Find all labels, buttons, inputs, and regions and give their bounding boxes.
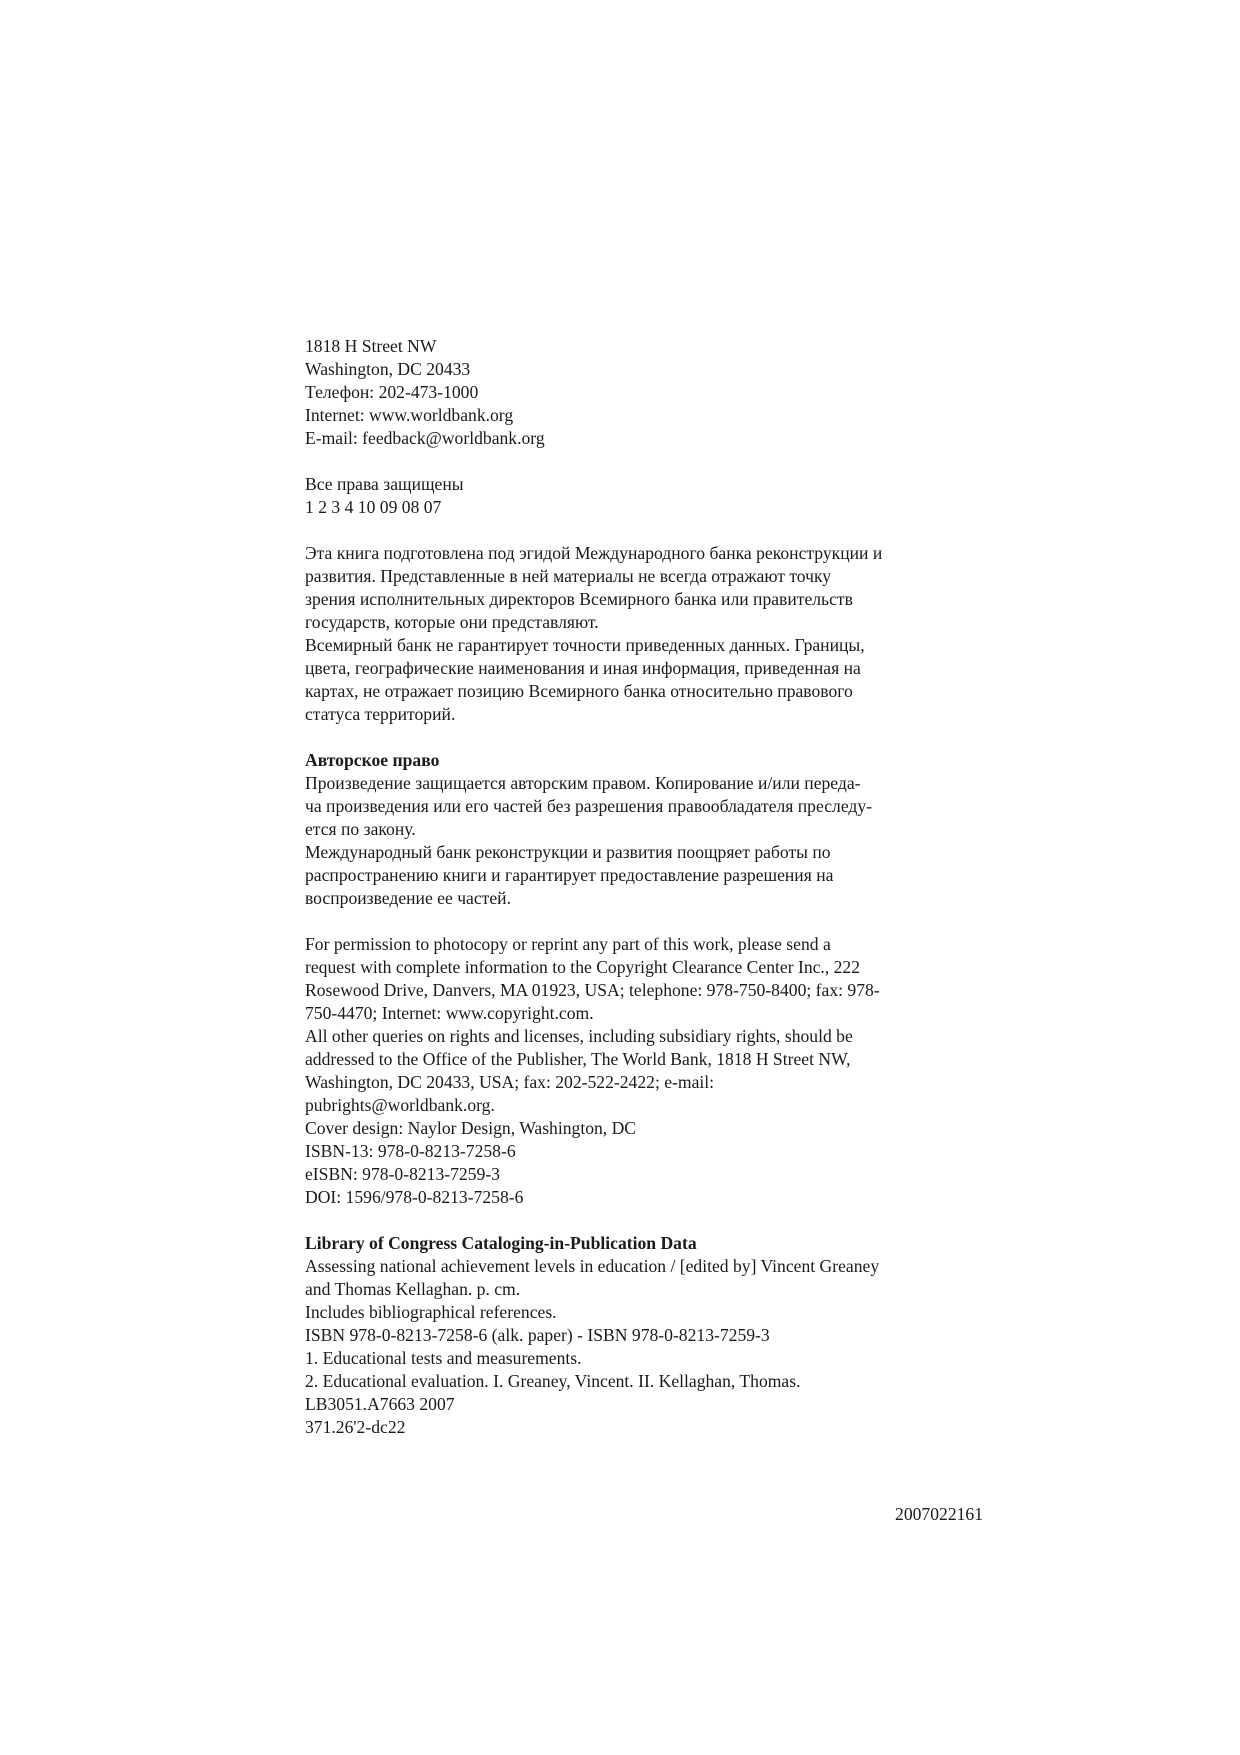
copyright-page bbox=[305, 335, 1005, 1462]
cataloging-line: 1. Educational tests and measurements. bbox=[305, 1348, 582, 1368]
disclaimer-line: зрения исполнительных директоров Всемирного банка или правительств bbox=[305, 589, 853, 609]
copyright-line: распространению книги и гарантирует предоставление разрешения на bbox=[305, 865, 834, 885]
permissions-line: request with complete information to the Copyright Clearance Center Inc., 222 bbox=[305, 957, 861, 977]
eisbn-line: eISBN: 978-0-8213-7259-3 bbox=[305, 1164, 500, 1184]
copyright-line: Международный банк реконструкции и развития поощряет работы по bbox=[305, 842, 831, 862]
cataloging-line: LB3051.A7663 2007 bbox=[305, 1394, 455, 1414]
permissions-line: All other queries on rights and licenses, including subsidiary rights, should be bbox=[305, 1026, 853, 1046]
copyright-heading: Авторское право bbox=[305, 750, 440, 770]
permissions-line: Washington, DC 20433, USA; fax: 202-522-2422; e-mail: bbox=[305, 1072, 715, 1092]
permissions-line: pubrights@worldbank.org. bbox=[305, 1095, 495, 1115]
cataloging-block bbox=[305, 1232, 1005, 1439]
isbn13-line: ISBN-13: 978-0-8213-7258-6 bbox=[305, 1141, 516, 1161]
address-internet: Internet: www.worldbank.org bbox=[305, 405, 514, 425]
disclaimer-line: картах, не отражает позицию Всемирного банка относительно правового bbox=[305, 681, 853, 701]
copyright-block bbox=[305, 749, 1005, 910]
disclaimer-line: развития. Представленные в ней материалы не всегда отражают точку bbox=[305, 566, 832, 586]
cataloging-heading: Library of Congress Cataloging-in-Publication Data bbox=[305, 1233, 697, 1253]
disclaimer-line: цвета, географические наименования и иная информация, приведенная на bbox=[305, 658, 861, 678]
rights-block bbox=[305, 473, 1005, 519]
doi-line: DOI: 1596/978-0-8213-7258-6 bbox=[305, 1187, 524, 1207]
address-street: 1818 H Street NW bbox=[305, 336, 437, 356]
cataloging-line: Includes bibliographical references. bbox=[305, 1302, 557, 1322]
address-phone: Телефон: 202-473-1000 bbox=[305, 382, 479, 402]
disclaimer-line: Эта книга подготовлена под эгидой Международного банка реконструкции и bbox=[305, 543, 883, 563]
printing-line: 1 2 3 4 10 09 08 07 bbox=[305, 497, 442, 517]
copyright-line: Произведение защищается авторским правом. Копирование и/или переда- bbox=[305, 773, 861, 793]
disclaimer-line: статуса территорий. bbox=[305, 704, 456, 724]
disclaimer-line: Всемирный банк не гарантирует точности приведенных данных. Границы, bbox=[305, 635, 865, 655]
address-email: E-mail: feedback@worldbank.org bbox=[305, 428, 545, 448]
address-city: Washington, DC 20433 bbox=[305, 359, 471, 379]
disclaimer-line: государств, которые они представляют. bbox=[305, 612, 599, 632]
permissions-block bbox=[305, 933, 1005, 1209]
cataloging-line: Assessing national achievement levels in education / [edited by] Vincent Greaney bbox=[305, 1256, 880, 1276]
cataloging-line: 2. Educational evaluation. I. Greaney, Vincent. II. Kellaghan, Thomas. bbox=[305, 1371, 801, 1391]
cover-design-line: Cover design: Naylor Design, Washington, DC bbox=[305, 1118, 637, 1138]
copyright-line: ча произведения или его частей без разрешения правообладателя преследу- bbox=[305, 796, 873, 816]
permissions-line: Rosewood Drive, Danvers, MA 01923, USA; telephone: 978-750-8400; fax: 978- bbox=[305, 980, 880, 1000]
rights-reserved: Все права защищены bbox=[305, 474, 464, 494]
permissions-line: addressed to the Office of the Publisher, The World Bank, 1818 H Street NW, bbox=[305, 1049, 851, 1069]
cataloging-line: 371.26'2-dc22 bbox=[305, 1417, 406, 1437]
copyright-line: воспроизведение ее частей. bbox=[305, 888, 511, 908]
cataloging-line: and Thomas Kellaghan. p. cm. bbox=[305, 1279, 521, 1299]
permissions-line: For permission to photocopy or reprint any part of this work, please send a bbox=[305, 934, 831, 954]
cataloging-line: ISBN 978-0-8213-7258-6 (alk. paper) - ISBN 978-0-8213-7259-3 bbox=[305, 1325, 770, 1345]
lccn-number: 2007022161 bbox=[895, 1504, 983, 1524]
copyright-line: ется по закону. bbox=[305, 819, 416, 839]
disclaimer-block bbox=[305, 542, 1005, 726]
permissions-line: 750-4470; Internet: www.copyright.com. bbox=[305, 1003, 594, 1023]
publisher-address bbox=[305, 335, 1005, 450]
